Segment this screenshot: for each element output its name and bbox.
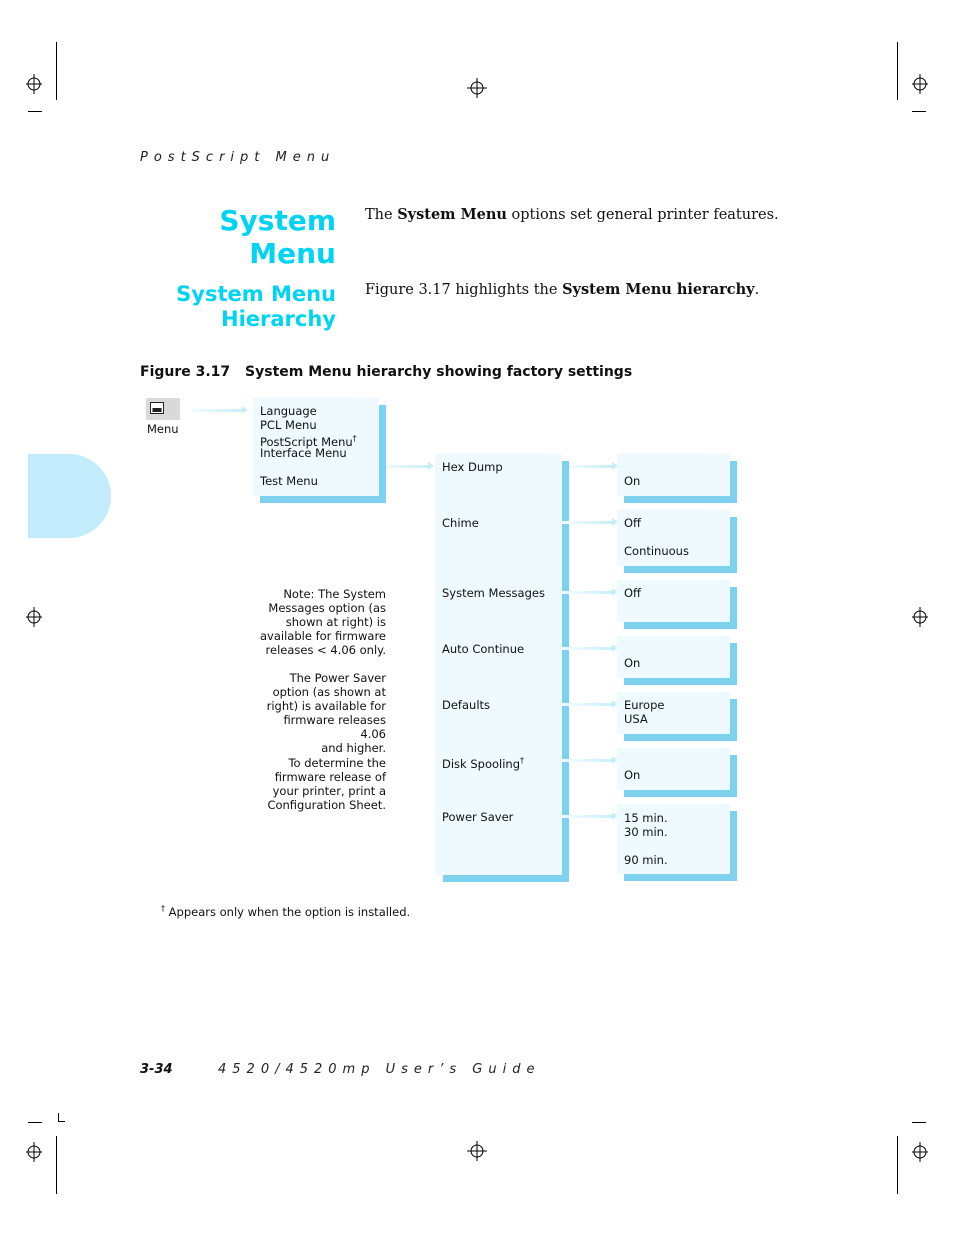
menu-item-pcl: PCL Menu xyxy=(260,418,317,432)
registration-mark-icon xyxy=(467,1141,487,1161)
page-number: 3-34 xyxy=(140,1062,173,1077)
system-item-chime: Chime xyxy=(442,516,479,530)
section-title: System Menu xyxy=(219,204,336,270)
connector-arrow xyxy=(568,521,614,524)
setting-value: On xyxy=(624,768,641,782)
note-power-saver: The Power Saver option (as shown at right) is available for firmware releases 4.06 and higher. xyxy=(266,671,386,755)
subsection-text: Figure 3.17 highlights the System Menu hierarchy. xyxy=(365,281,760,298)
footer-title: 4520/4520mp User’s Guide xyxy=(218,1062,541,1077)
setting-value: 90 min. xyxy=(624,853,668,867)
system-item-disk-spooling: Disk Spooling† xyxy=(442,756,525,771)
system-item-hex-dump: Hex Dump xyxy=(442,460,503,474)
menu-key-icon xyxy=(150,402,164,414)
registration-mark-icon xyxy=(24,74,44,94)
system-item-auto-continue: Auto Continue xyxy=(442,642,525,656)
setting-value: USA xyxy=(624,712,648,726)
menu-key xyxy=(146,398,180,420)
connector-arrow xyxy=(384,465,430,468)
connector-arrow xyxy=(568,465,614,468)
running-head: PostScript Menu xyxy=(140,150,336,165)
connector-arrow xyxy=(568,815,614,818)
registration-mark-icon xyxy=(910,607,930,627)
system-item-power-saver: Power Saver xyxy=(442,810,514,824)
chapter-tab xyxy=(28,454,111,538)
figure-caption: Figure 3.17 System Menu hierarchy showing factory settings xyxy=(140,364,633,380)
system-item-system-messages: System Messages xyxy=(442,586,545,600)
setting-value: Continuous xyxy=(624,544,689,558)
note-system-messages: Note: The System Messages option (as shown at right) is available for firmware releases < 4.06 only. xyxy=(260,587,387,657)
registration-mark-icon xyxy=(467,78,487,98)
connector-arrow xyxy=(192,409,244,412)
connector-arrow xyxy=(568,591,614,594)
note-firmware: To determine the firmware release of your printer, print a Configuration Sheet. xyxy=(267,756,386,812)
setting-value: 30 min. xyxy=(624,825,668,839)
system-item-defaults: Defaults xyxy=(442,698,491,712)
connector-arrow xyxy=(568,647,614,650)
subsection-title: System Menu Hierarchy xyxy=(176,282,336,331)
connector-arrow xyxy=(568,759,614,762)
setting-value: Off xyxy=(624,516,641,530)
menu-item-postscript: PostScript Menu† xyxy=(260,434,357,449)
registration-mark-icon xyxy=(24,1142,44,1162)
setting-value: On xyxy=(624,656,641,670)
menu-item-interface: Interface Menu xyxy=(260,446,347,460)
menu-item-test: Test Menu xyxy=(260,474,318,488)
setting-value: Europe xyxy=(624,698,665,712)
section-intro: The System Menu options set general printer features. xyxy=(365,206,779,223)
registration-mark-icon xyxy=(24,607,44,627)
setting-value: On xyxy=(624,474,641,488)
registration-mark-icon xyxy=(910,1142,930,1162)
connector-arrow xyxy=(568,703,614,706)
menu-item-language: Language xyxy=(260,404,317,418)
footnote: † Appears only when the option is installed. xyxy=(161,904,411,919)
registration-mark-icon xyxy=(910,74,930,94)
setting-value: Off xyxy=(624,586,641,600)
setting-value: 15 min. xyxy=(624,811,668,825)
menu-key-label: Menu xyxy=(147,422,179,436)
